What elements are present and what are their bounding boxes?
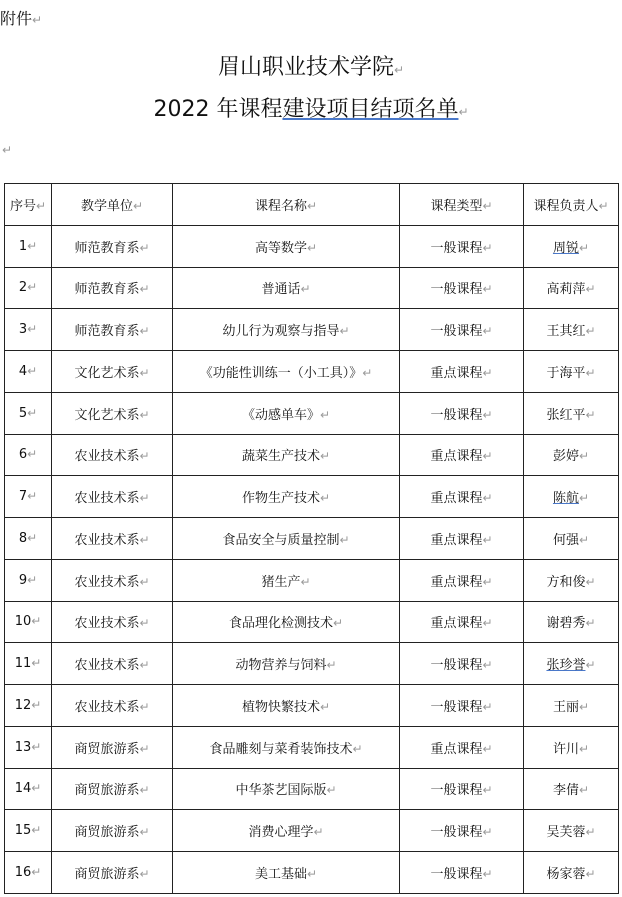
table-row — [5, 726, 619, 768]
cell-course-type: 一般课程↵ — [400, 852, 524, 894]
cell-mark: ↵ — [585, 616, 596, 631]
paragraph-mark: ↵ — [32, 13, 43, 27]
table-header-row — [5, 184, 619, 226]
cell-unit: 文化艺术系↵ — [52, 392, 173, 434]
header-course-type: 课程类型↵ — [400, 184, 524, 226]
cell-course-type: 一般课程↵ — [400, 685, 524, 727]
cell-mark: ↵ — [27, 489, 38, 504]
cell-course-type: 一般课程↵ — [400, 392, 524, 434]
cell-course-type: 重点课程↵ — [400, 559, 524, 601]
cell-course-type: 重点课程↵ — [400, 726, 524, 768]
cell-index: 3↵ — [5, 309, 52, 351]
header-lead: 课程负责人↵ — [524, 184, 619, 226]
cell-mark: ↵ — [482, 658, 493, 673]
cell-index: 2↵ — [5, 267, 52, 309]
paragraph-mark: ↵ — [393, 63, 405, 77]
cell-mark: ↵ — [27, 280, 38, 295]
cell-course-type: 重点课程↵ — [400, 601, 524, 643]
cell-mark: ↵ — [326, 783, 337, 798]
cell-lead: 谢碧秀↵ — [524, 601, 619, 643]
cell-mark: ↵ — [482, 491, 493, 506]
cell-mark: ↵ — [139, 365, 150, 380]
cell-unit: 农业技术系↵ — [52, 601, 173, 643]
cell-course-name: 《功能性训练一（小工具）》↵ — [173, 351, 400, 393]
attachment-label: 附件↵ — [0, 9, 43, 28]
cell-mark: ↵ — [598, 198, 609, 213]
table-row — [5, 810, 619, 852]
cell-mark: ↵ — [482, 825, 493, 840]
cell-mark: ↵ — [300, 574, 311, 589]
cell-course-type: 重点课程↵ — [400, 476, 524, 518]
cell-mark: ↵ — [306, 198, 318, 213]
cell-mark: ↵ — [578, 699, 590, 714]
cell-index: 5↵ — [5, 392, 52, 434]
cell-lead: 方和俊↵ — [524, 559, 619, 601]
paragraph-mark: ↵ — [2, 143, 13, 157]
cell-mark: ↵ — [362, 365, 373, 380]
cell-mark: ↵ — [482, 616, 493, 631]
cell-mark: ↵ — [27, 405, 38, 420]
cell-mark: ↵ — [585, 825, 596, 840]
table-row — [5, 852, 619, 894]
cell-lead: 张红平↵ — [524, 392, 619, 434]
cell-mark: ↵ — [31, 697, 42, 712]
cell-course-type: 一般课程↵ — [400, 267, 524, 309]
cell-index: 14↵ — [5, 768, 52, 810]
cell-mark: ↵ — [482, 783, 493, 798]
cell-course-type: 一般课程↵ — [400, 810, 524, 852]
cell-mark: ↵ — [482, 407, 493, 422]
cell-course-type: 一般课程↵ — [400, 309, 524, 351]
document-title: 眉山职业技术学院↵ — [217, 55, 405, 80]
cell-unit: 师范教育系↵ — [52, 309, 173, 351]
cell-mark: ↵ — [132, 198, 144, 213]
cell-mark: ↵ — [31, 823, 42, 838]
table-row — [5, 392, 619, 434]
table-row — [5, 351, 619, 393]
cell-course-name: 幼儿行为观察与指导↵ — [173, 309, 400, 351]
cell-mark: ↵ — [139, 449, 150, 464]
table-row — [5, 476, 619, 518]
table-row — [5, 643, 619, 685]
cell-course-type: 一般课程↵ — [400, 768, 524, 810]
cell-mark: ↵ — [482, 574, 493, 589]
cell-lead: 何强↵ — [524, 518, 619, 560]
cell-lead: 周锐↵ — [524, 225, 619, 267]
table-row — [5, 768, 619, 810]
cell-unit: 商贸旅游系↵ — [52, 768, 173, 810]
cell-mark: ↵ — [482, 866, 493, 881]
cell-mark: ↵ — [306, 240, 318, 255]
table-body — [5, 225, 619, 893]
cell-course-name: 消费心理学↵ — [173, 810, 400, 852]
project-table — [4, 183, 619, 894]
cell-mark: ↵ — [482, 699, 493, 714]
cell-mark: ↵ — [319, 699, 331, 714]
cell-unit: 商贸旅游系↵ — [52, 810, 173, 852]
cell-mark: ↵ — [31, 614, 42, 629]
cell-mark: ↵ — [139, 491, 150, 506]
cell-mark: ↵ — [139, 282, 150, 297]
cell-index: 6↵ — [5, 434, 52, 476]
cell-unit: 农业技术系↵ — [52, 434, 173, 476]
cell-course-name: 《动感单车》↵ — [173, 392, 400, 434]
cell-course-name: 食品理化检测技术↵ — [173, 601, 400, 643]
cell-mark: ↵ — [585, 282, 596, 297]
cell-mark: ↵ — [482, 282, 493, 297]
cell-lead: 陈航↵ — [524, 476, 619, 518]
underlined-title-text: 建设项目结项名单 — [282, 97, 459, 122]
cell-lead: 彭婷↵ — [524, 434, 619, 476]
cell-course-name: 中华茶艺国际版↵ — [173, 768, 400, 810]
cell-mark: ↵ — [482, 449, 493, 464]
cell-course-type: 重点课程↵ — [400, 351, 524, 393]
cell-mark: ↵ — [139, 825, 150, 840]
cell-mark: ↵ — [27, 322, 38, 337]
cell-course-type: 重点课程↵ — [400, 518, 524, 560]
cell-mark: ↵ — [578, 741, 590, 756]
cell-course-type: 一般课程↵ — [400, 225, 524, 267]
cell-mark: ↵ — [585, 866, 596, 881]
cell-index: 8↵ — [5, 518, 52, 560]
cell-index: 15↵ — [5, 810, 52, 852]
cell-course-name: 高等数学↵ — [173, 225, 400, 267]
cell-index: 7↵ — [5, 476, 52, 518]
cell-index: 1↵ — [5, 225, 52, 267]
cell-mark: ↵ — [27, 572, 38, 587]
header-index: 序号↵ — [5, 184, 52, 226]
cell-mark: ↵ — [27, 530, 38, 545]
cell-mark: ↵ — [339, 324, 350, 339]
cell-mark: ↵ — [339, 532, 350, 547]
cell-mark: ↵ — [482, 532, 493, 547]
table-row — [5, 518, 619, 560]
cell-lead: 王其红↵ — [524, 309, 619, 351]
cell-course-name: 猪生产↵ — [173, 559, 400, 601]
cell-lead: 于海平↵ — [524, 351, 619, 393]
cell-mark: ↵ — [482, 324, 493, 339]
cell-unit: 农业技术系↵ — [52, 476, 173, 518]
cell-mark: ↵ — [31, 656, 42, 671]
cell-mark: ↵ — [139, 574, 150, 589]
cell-mark: ↵ — [585, 324, 596, 339]
cell-mark: ↵ — [35, 198, 47, 213]
cell-index: 16↵ — [5, 852, 52, 894]
cell-mark: ↵ — [27, 363, 38, 378]
cell-mark: ↵ — [585, 658, 596, 673]
cell-lead: 吴芙蓉↵ — [524, 810, 619, 852]
cell-mark: ↵ — [139, 616, 150, 631]
cell-mark: ↵ — [139, 658, 150, 673]
cell-mark: ↵ — [313, 825, 324, 840]
table-row — [5, 267, 619, 309]
cell-unit: 商贸旅游系↵ — [52, 852, 173, 894]
cell-mark: ↵ — [31, 739, 42, 754]
cell-index: 4↵ — [5, 351, 52, 393]
cell-mark: ↵ — [578, 491, 590, 506]
cell-course-type: 重点课程↵ — [400, 434, 524, 476]
cell-mark: ↵ — [352, 741, 363, 756]
paragraph-mark: ↵ — [458, 105, 469, 119]
table-row — [5, 309, 619, 351]
cell-mark: ↵ — [300, 282, 311, 297]
cell-mark: ↵ — [31, 781, 42, 796]
cell-mark: ↵ — [306, 866, 318, 881]
cell-mark: ↵ — [139, 699, 150, 714]
cell-course-name: 美工基础↵ — [173, 852, 400, 894]
cell-mark: ↵ — [482, 198, 493, 213]
cell-course-name: 普通话↵ — [173, 267, 400, 309]
cell-mark: ↵ — [326, 658, 337, 673]
cell-mark: ↵ — [319, 407, 331, 422]
header-course-name: 课程名称↵ — [173, 184, 400, 226]
cell-mark: ↵ — [578, 532, 590, 547]
cell-mark: ↵ — [139, 741, 150, 756]
cell-mark: ↵ — [319, 449, 331, 464]
cell-mark: ↵ — [31, 864, 42, 879]
cell-course-type: 一般课程↵ — [400, 643, 524, 685]
table-row — [5, 685, 619, 727]
table-row — [5, 559, 619, 601]
cell-unit: 师范教育系↵ — [52, 225, 173, 267]
cell-mark: ↵ — [585, 365, 596, 380]
cell-lead: 李倩↵ — [524, 768, 619, 810]
cell-index: 11↵ — [5, 643, 52, 685]
cell-mark: ↵ — [27, 447, 38, 462]
cell-mark: ↵ — [332, 616, 344, 631]
cell-mark: ↵ — [319, 491, 331, 506]
cell-index: 10↵ — [5, 601, 52, 643]
header-unit: 教学单位↵ — [52, 184, 173, 226]
cell-mark: ↵ — [139, 532, 150, 547]
cell-lead: 王丽↵ — [524, 685, 619, 727]
cell-index: 12↵ — [5, 685, 52, 727]
cell-mark: ↵ — [585, 574, 596, 589]
cell-mark: ↵ — [585, 407, 596, 422]
cell-unit: 文化艺术系↵ — [52, 351, 173, 393]
cell-mark: ↵ — [578, 783, 590, 798]
cell-mark: ↵ — [139, 783, 150, 798]
cell-mark: ↵ — [139, 407, 150, 422]
cell-mark: ↵ — [482, 741, 493, 756]
cell-mark: ↵ — [139, 240, 150, 255]
cell-mark: ↵ — [139, 866, 150, 881]
table-row — [5, 601, 619, 643]
cell-index: 9↵ — [5, 559, 52, 601]
cell-lead: 许川↵ — [524, 726, 619, 768]
cell-course-name: 蔬菜生产技术↵ — [173, 434, 400, 476]
cell-unit: 农业技术系↵ — [52, 643, 173, 685]
cell-mark: ↵ — [482, 240, 493, 255]
cell-lead: 张珍誉↵ — [524, 643, 619, 685]
cell-lead: 高莉萍↵ — [524, 267, 619, 309]
cell-mark: ↵ — [578, 449, 590, 464]
cell-unit: 农业技术系↵ — [52, 559, 173, 601]
cell-unit: 师范教育系↵ — [52, 267, 173, 309]
cell-course-name: 作物生产技术↵ — [173, 476, 400, 518]
cell-course-name: 动物营养与饲料↵ — [173, 643, 400, 685]
cell-course-name: 植物快繁技术↵ — [173, 685, 400, 727]
table-row — [5, 434, 619, 476]
cell-course-name: 食品安全与质量控制↵ — [173, 518, 400, 560]
cell-lead: 杨家蓉↵ — [524, 852, 619, 894]
table-row — [5, 225, 619, 267]
cell-index: 13↵ — [5, 726, 52, 768]
cell-mark: ↵ — [578, 240, 590, 255]
cell-unit: 农业技术系↵ — [52, 518, 173, 560]
cell-mark: ↵ — [139, 324, 150, 339]
cell-unit: 商贸旅游系↵ — [52, 726, 173, 768]
cell-mark: ↵ — [482, 365, 493, 380]
cell-course-name: 食品雕刻与菜肴装饰技术↵ — [173, 726, 400, 768]
document-subtitle: 2022 年课程建设项目结项名单↵ — [153, 97, 469, 122]
cell-mark: ↵ — [27, 238, 38, 253]
cell-unit: 农业技术系↵ — [52, 685, 173, 727]
